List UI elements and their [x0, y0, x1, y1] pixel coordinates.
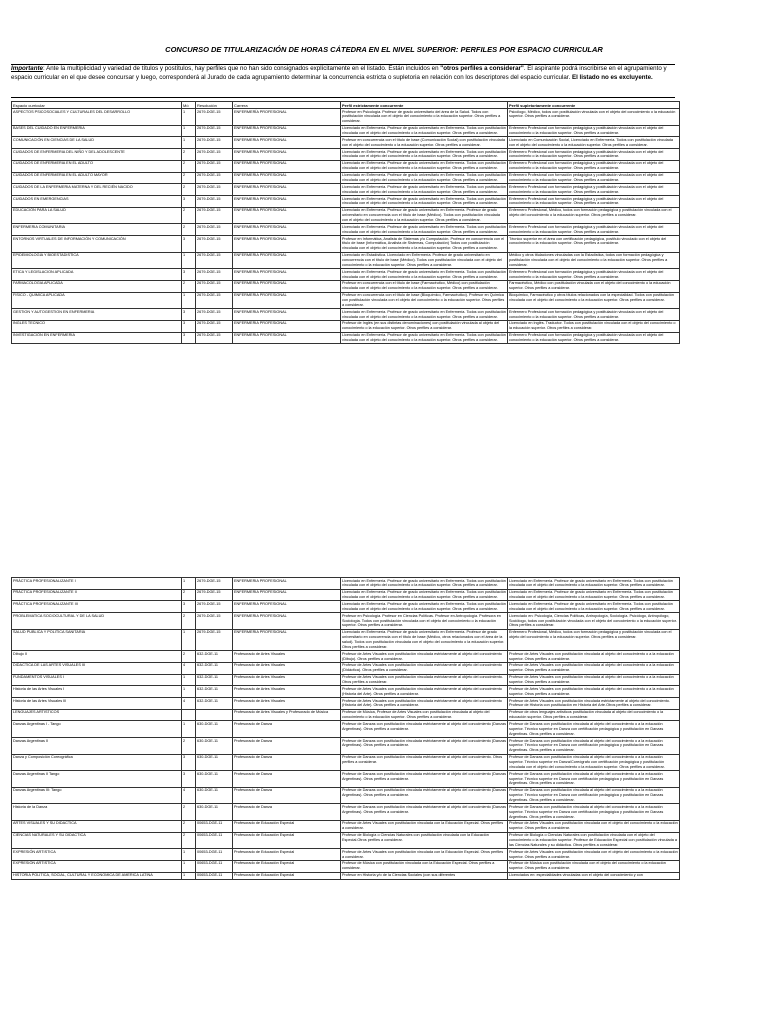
intro-label: Importante [11, 65, 43, 72]
cell-perfil-supletorio: Profesor de Danzas con postitulación vinculada al objeto del conocimiento o a la educación superior. Técnico superior en Danza con certificación pedagógica y postitulación en Danzas Argentinas. Otros perfiles a considerar. [508, 771, 680, 788]
cell-perfil-estricto: Licenciado en Enfermería. Profesor de grado universitario en Enfermería. Todos con postitulación vinculada con el objeto del conocimiento o la educación superior. Otros perfiles a considerar. [342, 578, 506, 588]
cell-perfil-supletorio: Enfermero Profesional con formación pedagógica y postitulación vinculada con el objeto del conocimiento o la educación superior. Otros perfiles a considerar. [508, 332, 680, 344]
intro-text-a: : Ante la multiplicidad y variedad de títulos y postítulos, hay perfiles que no han sido consignados explícitamente en el listado. Están incluidos en [42, 65, 441, 72]
cell-resolucion: 632-DGE-11 [196, 662, 233, 674]
cell-perfil-supletorio: Licenciado en: Psicología, Ciencias Políticas, Antropología, Sociología. Psicólogo, Antropólogo, Sociólogo, todos con postitulación vinculada con el objeto del conocimiento o la educación superior. Otros perfiles a considerar. [508, 613, 680, 630]
cell-perfil-supletorio: Profesor de Artes Visuales con postitulación vinculada al objeto del conocimiento o a la educación superior. Otros perfiles a considerar. [508, 651, 680, 663]
cell-espacio: HISTORIA POLITICA, SOCIAL, CULTURAL Y ECONOMICA DE AMERICA LATINA [12, 872, 182, 879]
table-row [12, 698, 680, 710]
cell-modulo: 3 [182, 754, 196, 771]
cell-carrera: Profesorado de Artes Visuales [233, 686, 341, 698]
page-break [0, 566, 768, 567]
cell-perfil-estricto: Licenciado en Enfermería. Profesor de grado universitario en Enfermería. Todos con postitulación vinculada con el objeto del conocimiento o la educación superior. Otros perfiles a considerar. [342, 269, 506, 279]
header-resolucion: Resolución [196, 102, 233, 109]
cell-espacio: ENTORNOS VIRTUALES DE INFORMACIÓN Y COMUNICACIÓN [12, 236, 182, 253]
cell-modulo: 1 [182, 872, 196, 879]
cell-carrera: Profesorado de Artes Visuales [233, 662, 341, 674]
cell-modulo: 2 [182, 804, 196, 821]
cell-resolucion: 630-DGE-11 [196, 738, 233, 755]
cell-perfil-supletorio: Enfermero Profesional, Médico, todos con formación pedagógica y postitulación vinculada con el objeto del conocimiento o la educación superior. Otros perfiles a considerar. [508, 629, 680, 650]
cell-perfil-estricto: Profesor de Artes Visuales con postitulación vinculada estrictamente al objeto del conocimiento (Dibujo). Otros perfiles a considerar. [341, 651, 508, 663]
table-row [12, 332, 680, 344]
cell-perfil-supletorio: Enfermero Profesional con formación pedagógica y postitulación vinculada con el objeto del conocimiento o la educación superior. Otros perfiles a considerar. [508, 196, 680, 208]
table-row [12, 629, 680, 650]
table-row [12, 196, 680, 208]
cell-modulo: 2 [182, 172, 196, 184]
cell-perfil-supletorio: Técnico superior en el área con certificación pedagógica, postítulo vinculado con el objeto del conocimiento o la educación superior. Otros perfiles a considerar. [508, 236, 680, 253]
cell-modulo: 1 [182, 109, 196, 126]
cell-modulo: 1 [182, 137, 196, 149]
table-row [12, 224, 680, 236]
cell-perfil-estricto: Profesor de Artes Visuales con postitulación vinculada estrictamente al objeto del conocimiento (Historia del Arte). Otros perfiles a considerar. [341, 698, 508, 710]
cell-resolucion: 2679-DGE-15 [196, 125, 233, 137]
cell-modulo: 2 [182, 613, 196, 630]
cell-modulo: 1 [182, 292, 196, 309]
cell-perfil-estricto: Profesor en concurrencia con el título de base (Comunicación Social) con postitulación vinculada con el objeto del conocimiento o la educación superior. Otros perfiles a considerar. [341, 137, 508, 149]
cell-carrera: ENFERMERIA PROFESIONAL [233, 320, 341, 332]
cell-resolucion: 00653-DGE-11 [196, 860, 233, 872]
cell-perfil-estricto: Profesor de Artes Visuales con postitulación vinculada estrictamente al objeto del conocimiento. Otros perfiles a considerar. [341, 674, 508, 686]
cell-perfil-supletorio: Profesor de Danzas con postitulación vinculada al objeto del conocimiento o a la educación superior. Técnico superior en Danza con certificación pedagógica y postitulación en Danzas Argentinas. Otros perfiles a considerar. [508, 738, 680, 755]
cell-modulo: 2 [182, 207, 196, 224]
cell-espacio: CUIDADOS EN EMERGENCIAS [12, 196, 182, 208]
cell-espacio: PRÁCTICA PROFESIONALIZANTE I [12, 578, 182, 590]
cell-perfil-estricto: Licenciado en Enfermería. Profesor de grado universitario en Enfermería. Todos con postitulación vinculada con el objeto del conocimiento o la educación superior. Otros perfiles a considerar. [342, 161, 506, 171]
cell-perfil-estricto: Profesor de Inglés (en sus distintas denominaciones) con postitulación vinculada al objeto del conocimiento o la educación superior. Otros perfiles a considerar. [341, 320, 508, 332]
cell-resolucion: 630-DGE-11 [196, 721, 233, 738]
cell-espacio: PRÁCTICA PROFESIONALIZANTE III [12, 601, 182, 613]
cell-espacio: Danzas Argentinas II Tango [12, 771, 182, 788]
cell-modulo: 2 [182, 589, 196, 601]
cell-espacio: Danzas Argentinas I - Tango [12, 721, 182, 738]
cell-modulo: 4 [182, 662, 196, 674]
cell-carrera: Profesorado de Educación Especial [233, 849, 341, 861]
cell-modulo: 2 [182, 149, 196, 161]
cell-modulo: 3 [182, 332, 196, 344]
cell-perfil-supletorio: Profesor de Danzas con postitulación vinculada al objeto del conocimiento o a la educación superior. Técnico superior en Danza con certificación pedagógica y postitulación en Danzas Argentinas. Otros perfiles a considerar. [508, 721, 680, 738]
cell-perfil-estricto: Licenciado en Enfermería. Profesor de grado universitario en Enfermería. Todos con postitulación vinculada con el objeto del conocimiento o la educación superior. Otros perfiles a considerar. [342, 601, 506, 611]
table-row [12, 651, 680, 663]
cell-espacio: EDUCACIÓN PARA LA SALUD [12, 207, 182, 224]
cell-perfil-estricto: Profesor de Artes Visuales con postitulación vinculada estrictamente al objeto del conocimiento (Didáctica). Otros perfiles a considerar. [341, 662, 508, 674]
cell-modulo: 3 [182, 320, 196, 332]
cell-resolucion: 632-DGE-11 [196, 698, 233, 710]
table-row [12, 309, 680, 321]
cell-perfil-supletorio: Enfermero Profesional con formación pedagógica y postitulación vinculada con el objeto del conocimiento o la educación superior. Otros perfiles a considerar. [508, 125, 680, 137]
cell-modulo: 1 [182, 578, 196, 590]
table-row [12, 125, 680, 137]
cell-carrera: Profesorado de Danza [233, 804, 341, 821]
cell-modulo: 2 [182, 832, 196, 849]
table-row [12, 860, 680, 872]
cell-resolucion: 00653-DGE-11 [196, 820, 233, 832]
cell-modulo: 1 [182, 252, 196, 269]
cell-espacio: BASES DEL CUIDADO EN ENFERMERIA [12, 125, 182, 137]
cell-perfil-supletorio: Profesor de Artes Visuales con postitulación vinculada al objeto del conocimiento o a la educación superior. Otros perfiles a considerar. [508, 686, 680, 698]
cell-resolucion: 632-DGE-11 [196, 686, 233, 698]
table-row [12, 820, 680, 832]
cell-perfil-supletorio: Licenciado en Enfermería. Profesor de grado universitario en Enfermería. Todos con postitulación vinculada con el objeto del conocimiento o la educación superior. Otros perfiles a considerar. [508, 578, 680, 590]
cell-perfil-supletorio: Enfermero Profesional con formación pedagógica y postitulación vinculada con el objeto del conocimiento o la educación superior. Otros perfiles a considerar. [508, 184, 680, 196]
cell-espacio: CUIDADOS DE LA ENFERMERIA MATERNA Y DEL RECIÉN NACIDO [12, 184, 182, 196]
cell-perfil-estricto: Profesor de Artes Visuales con postitulación vinculada estrictamente al objeto del conocimiento (Historia del Arte). Otros perfiles a considerar. [341, 686, 508, 698]
cell-resolucion: 2679-DGE-15 [196, 578, 233, 590]
cell-perfil-supletorio: Licenciados en: especialidades vinculadas con el objeto del conocimiento y con [508, 872, 680, 879]
cell-resolucion: 2679-DGE-15 [196, 252, 233, 269]
cell-espacio: Danzas Argentinas II [12, 738, 182, 755]
cell-modulo: 1 [182, 674, 196, 686]
table-header-row [12, 102, 680, 109]
cell-perfil-estricto: Profesor de Música con postitulación vinculada con la Educación Especial. Otros perfiles a considerar. [341, 860, 508, 872]
cell-espacio: INGLES TECNICO [12, 320, 182, 332]
cell-carrera: ENFERMERIA PROFESIONAL [233, 629, 341, 650]
cell-espacio: Historia de las Artes Visuales III [12, 698, 182, 710]
cell-carrera: Profesorado de Artes Visuales y Profesorado de Música [233, 709, 341, 721]
cell-carrera: ENFERMERIA PROFESIONAL [233, 149, 341, 161]
cell-modulo: 3 [182, 771, 196, 788]
table-row [12, 578, 680, 590]
table-row [12, 184, 680, 196]
cell-espacio: DIDACTICA DE LAS ARTES VISUALES III [12, 662, 182, 674]
header-espacio: Espacio curricular [12, 102, 182, 109]
cell-espacio: Danza y Composición Coreográfica [12, 754, 182, 771]
cell-resolucion: 2679-DGE-15 [196, 172, 233, 184]
table-row [12, 589, 680, 601]
table-row [12, 771, 680, 788]
cell-perfil-supletorio: Enfermero Profesional con formación pedagógica y postitulación vinculada con el objeto del conocimiento o la educación superior. Otros perfiles a considerar. [508, 309, 680, 321]
cell-resolucion: 2679-DGE-15 [196, 196, 233, 208]
cell-perfil-estricto: Profesor en Historia y/o de la Ciencias Sociales (con sus diferentes [341, 872, 508, 879]
cell-espacio: ETICA Y LEGISLACION APLICADA [12, 269, 182, 281]
cell-perfil-estricto: Licenciado en Enfermería. Profesor de grado universitario en Enfermería. Profesor de grado universitario en concurrencia con el título de base (Médico, otros relacionados con el área de la salud). Todos con postitulación vinculada con el objeto del conocimiento o la educación superior. Otros perfiles a considerar. [341, 629, 508, 650]
profiles-table-bottom [11, 577, 680, 880]
cell-modulo: 2 [182, 820, 196, 832]
table-row [12, 160, 680, 172]
cell-carrera: ENFERMERÍA PROFESIONAL [233, 109, 341, 126]
cell-resolucion: 2679-DGE-15 [196, 269, 233, 281]
cell-perfil-estricto: Profesor de Danzas con postitulación vinculada estrictamente al objeto del conocimiento (Danzas Argentinas). Otros perfiles a considerar. [341, 787, 508, 804]
cell-carrera: Profesorado de Educación Especial [233, 820, 341, 832]
cell-carrera: ENFERMERIA PROFESIONAL [233, 292, 341, 309]
cell-espacio: EXPRESIÓN ARTISTICA [12, 860, 182, 872]
cell-espacio: INVESTIGACIÓN EN ENFERMERIA [12, 332, 182, 344]
cell-carrera: Profesorado de Educación Especial [233, 872, 341, 879]
cell-perfil-supletorio: Licenciado en Inglés. Traductor. Todos con postitulación vinculada con el objeto del conocimiento o la educación superior. Otros perfiles a considerar. [508, 320, 680, 332]
cell-perfil-estricto: Profesor de Danzas con postitulación vinculada estrictamente al objeto del conocimiento (Danzas Argentinas). Otros perfiles a considerar. [341, 738, 508, 755]
table-row [12, 280, 680, 292]
cell-modulo: 2 [182, 280, 196, 292]
cell-espacio: EXPRESIÓN ARTISTICA [12, 849, 182, 861]
table-row [12, 686, 680, 698]
cell-carrera: ENFERMERIA PROFESIONAL [233, 578, 341, 590]
table-row [12, 236, 680, 253]
table-row [12, 109, 680, 126]
cell-modulo: 4 [182, 698, 196, 710]
cell-espacio: CUIDADOS DE ENFERMERIA DEL NIÑO Y DEL ADOLESCENTE [12, 149, 182, 161]
profiles-table-top [11, 101, 680, 344]
cell-carrera: ENFERMERIA PROFESIONAL [233, 280, 341, 292]
cell-perfil-supletorio: Profesor de Danzas con postitulación vinculada al objeto del conocimiento o a la educación superior. Técnico superior en Danza/Coreógrafo con certificación pedagógica y postitulación vinculada con el objeto del conocimiento o la educación superior. Otros perfiles a considerar. [508, 754, 680, 771]
header-perfil-estricto: Perfil estrictamente concurrente [341, 102, 508, 109]
cell-carrera: Profesorado de Danza [233, 721, 341, 738]
cell-espacio: PROBLEMATICA SOCIOCULTURAL Y DE LA SALUD [12, 613, 182, 630]
cell-espacio: Historia de la Danza [12, 804, 182, 821]
cell-perfil-estricto: Licenciado en Enfermería. Profesor de grado universitario en Enfermería. Todos con postitulación vinculada con el objeto del conocimiento o la educación superior. Otros perfiles a considerar. [342, 173, 506, 182]
cell-modulo: 3 [182, 601, 196, 613]
cell-perfil-estricto: Profesor en concurrencia con el título de base (Farmacéutico, Médico) con postitulación vinculada con el objeto del conocimiento o la educación superior. Otros perfiles a considerar. [341, 280, 508, 292]
cell-carrera: ENFERMERIA PROFESIONAL [233, 236, 341, 253]
cell-carrera: Profesorado de Danza [233, 754, 341, 771]
cell-perfil-supletorio: Médico y otros titulaciones vinculadas con la Estadística, todos con formación pedagógica y postitulación vinculada con el objeto del conocimiento o la educación superior. Otros perfiles a considerar. [508, 252, 680, 269]
table-row [12, 207, 680, 224]
cell-resolucion: 2679-DGE-15 [196, 109, 233, 126]
cell-perfil-estricto: Profesor de Danzas con postitulación vinculada estrictamente al objeto del conocimiento (Danzas Argentinas). Otros perfiles a considerar. [341, 721, 508, 738]
cell-carrera: Profesorado de Educación Especial [233, 832, 341, 849]
table-row [12, 601, 680, 613]
cell-perfil-estricto: Profesor de Biología o Ciencias Naturales con postitulación vinculada con la Educación Especial.Otros perfiles a considerar. [341, 832, 508, 849]
cell-carrera: Profesorado de Danza [233, 771, 341, 788]
intro-quote: "otros perfiles a considerar" [440, 65, 524, 72]
cell-resolucion: 00653-DGE-11 [196, 849, 233, 861]
cell-resolucion: 2679-DGE-15 [196, 601, 233, 613]
cell-perfil-supletorio: Profesor de Música con postitulación vinculada con el objeto del conocimiento o la educación superior. Otros perfiles a considerar. [508, 860, 680, 872]
header-carrera: Carrera [233, 102, 341, 109]
cell-perfil-supletorio: Profesor de Artes Visuales con postitulación vinculada con el objeto del conocimiento o la educación superior. Otros perfiles a considerar. [509, 821, 678, 831]
cell-perfil-supletorio: Enfermero Profesional con formación pedagógica y postitulación vinculada con el objeto del conocimiento o la educación superior. Otros perfiles a considerar. [508, 224, 680, 236]
cell-perfil-supletorio: Licenciado en Enfermería. Profesor de grado universitario en Enfermería. Todos con postitulación vinculada con el objeto del conocimiento o la educación superior. Otros perfiles a considerar. [508, 589, 680, 601]
cell-resolucion: 2679-DGE-15 [196, 589, 233, 601]
cell-carrera: Profesorado de Danza [233, 738, 341, 755]
cell-perfil-supletorio: Profesor de Artes Visuales con postitulación vinculada al objeto del conocimiento o a la educación superior. Otros perfiles a considerar. [508, 674, 680, 686]
table-row [12, 252, 680, 269]
cell-modulo: 1 [182, 686, 196, 698]
table-row [12, 832, 680, 849]
cell-perfil-estricto: Licenciado en Enfermería. Profesor de grado universitario en Enfermería. Todos con postitulación vinculada con el objeto del conocimiento o la educación superior. Otros perfiles a considerar. [342, 149, 506, 159]
cell-espacio: COMUNICACIÓN EN CIENCIAS DE LA SALUD [12, 137, 182, 149]
table-row [12, 804, 680, 821]
cell-espacio: ASPECTOS PSICOSOCIALES Y CULTURALES DEL DESARROLLO [12, 109, 182, 126]
cell-perfil-supletorio: Profesor de Danzas con postitulación vinculada al objeto del conocimiento o a la educación superior. Técnico superior en Danza con certificación pedagógica y postitulación en Danzas Argentinas. Otros perfiles a considerar. [508, 804, 680, 821]
table-row [12, 738, 680, 755]
cell-carrera: ENFERMERIA PROFESIONAL [233, 196, 341, 208]
cell-modulo: 1 [182, 860, 196, 872]
cell-carrera: ENFERMERIA PROFESIONAL [233, 309, 341, 321]
table-row [12, 613, 680, 630]
cell-resolucion: 00653-DGE-11 [196, 832, 233, 849]
cell-resolucion: 2679-DGE-15 [196, 309, 233, 321]
cell-espacio: CIENCIAS NATURALES Y SU DIDACTICA [12, 832, 182, 849]
cell-perfil-supletorio: Psicólogo, Médico, todos con postitulación vinculada con el objeto del conocimiento o la educación superior. Otros perfiles a considerar. [508, 109, 680, 126]
cell-perfil-supletorio: Profesor de Biología o Ciencias Naturales con postitulación vinculada con el objeto del conocimiento o la educación superior. Profesor de Educación Especial con postitulación vinculada a las Ciencias Naturales y su didáctica. Otros perfiles a considerar. [508, 832, 680, 849]
cell-espacio: EPIDEMIOLOGIA Y BIOESTADISTICA [12, 252, 182, 269]
cell-resolucion: 2679-DGE-15 [196, 184, 233, 196]
cell-modulo: 4 [182, 787, 196, 804]
cell-perfil-estricto: Profesor en Informática, Analista de Sistemas y/o Computación. Profesor en concurrencia con el título de base (Informática, Analista de Sistemas, Computación) Todos con postitulación vinculada con el objeto del conocimiento o la educación superior. Otros perfiles a considerar. [341, 236, 508, 253]
cell-resolucion: 00653-DGE-11 [196, 872, 233, 879]
cell-perfil-estricto: Profesor de Música, Profesor de Artes Visuales con postitulación vinculada al objeto del conocimiento o la educación superior. Otros perfiles a considerar. [341, 709, 508, 721]
cell-carrera: ENFERMERIA PROFESIONAL [233, 269, 341, 281]
table-row [12, 137, 680, 149]
cell-carrera: ENFERMERIA PROFESIONAL [233, 332, 341, 344]
document-title: CONCURSO DE TITULARIZACIÓN DE HORAS CÁTEDRA EN EL NIVEL SUPERIOR: PERFILES POR ESPACIO CURRICULAR [165, 45, 603, 54]
cell-resolucion [196, 709, 233, 721]
cell-resolucion: 2679-DGE-15 [196, 224, 233, 236]
cell-modulo: 2 [182, 651, 196, 663]
cell-resolucion: 2679-DGE-15 [196, 280, 233, 292]
cell-carrera: Profesorado de Educación Especial [233, 860, 341, 872]
cell-espacio: FISICO - QUIMICA APLICADA [12, 292, 182, 309]
cell-perfil-estricto: Profesor en concurrencia con el título de base (Bioquímico, Farmacéutico). Profesor en Química con postitulación vinculada con el objeto del conocimiento o la educación superior. Otros perfiles a considerar. [341, 292, 508, 309]
cell-carrera: ENFERMERIA PROFESIONAL [233, 252, 341, 269]
header-modulo: Mó [182, 102, 196, 109]
table-row [12, 292, 680, 309]
cell-resolucion: 2679-DGE-15 [196, 320, 233, 332]
cell-perfil-supletorio: Enfermero Profesional con formación pedagógica y postitulación vinculada con el objeto del conocimiento o la educación superior. Otros perfiles a considerar. [508, 149, 680, 161]
cell-espacio: Dibujo II [12, 651, 182, 663]
cell-carrera: ENFERMERIA PROFESIONAL [233, 601, 341, 613]
cell-perfil-estricto: Licenciado en Enfermería. Profesor de grado universitario en Enfermería. Todos con postitulación vinculada con el objeto del conocimiento o la educación superior. Otros perfiles a considerar. [342, 126, 506, 136]
cell-espacio: CUIDADOS DE ENFERMERIA EN EL ADULTO MAYOR [12, 172, 182, 184]
cell-carrera: ENFERMERIA PROFESIONAL [233, 613, 341, 630]
cell-resolucion: 630-DGE-11 [196, 787, 233, 804]
cell-perfil-estricto: Profesor de Danzas con postitulación vinculada estrictamente al objeto del conocimiento (Danzas Argentinas). Otros perfiles a considerar. [341, 771, 508, 788]
cell-perfil-supletorio: Enfermero Profesional con formación pedagógica y postitulación vinculada con el objeto del conocimiento o la educación superior. Otros perfiles a considerar. [508, 269, 680, 281]
cell-perfil-supletorio: Enfermero Profesional con formación pedagógica y postitulación vinculada con el objeto del conocimiento o la educación superior. Otros perfiles a considerar. [508, 172, 680, 184]
cell-resolucion: 2679-DGE-15 [196, 137, 233, 149]
cell-modulo: 1 [182, 629, 196, 650]
cell-modulo: 3 [182, 309, 196, 321]
cell-modulo: 1 [182, 125, 196, 137]
cell-espacio: Historia de las Artes Visuales I [12, 686, 182, 698]
cell-modulo: 1 [182, 721, 196, 738]
cell-modulo: 2 [182, 738, 196, 755]
cell-espacio: PRÁCTICA PROFESIONALIZANTE II [12, 589, 182, 601]
cell-espacio: FUNDAMENTOS VISUALES I [12, 674, 182, 686]
cell-resolucion: 630-DGE-11 [196, 771, 233, 788]
cell-modulo: 2 [182, 184, 196, 196]
cell-carrera: Profesorado de Danza [233, 787, 341, 804]
cell-perfil-estricto: Licenciado en Enfermería. Profesor de grado universitario en Enfermería. Todos con postitulación vinculada con el objeto del conocimiento o la educación superior. Otros perfiles a considerar. [342, 333, 506, 342]
cell-espacio: LENGUAJES ARTISTICOS [12, 709, 182, 721]
cell-perfil-estricto: Profesor en Psicología. Profesor en Ciencias Políticas. Profesor en Antropología. Profesora en Sociología. Todos con postitulación vinculada con el objeto del conocimiento o la educación superior. Otros perfiles a considerar. [341, 613, 508, 630]
intro-note [11, 64, 675, 98]
cell-perfil-supletorio: Profesor de otros lenguajes artísticos postitulación vinculada al objeto del conocimiento o la educación superior. Otros perfiles a considerar. [508, 709, 680, 721]
cell-perfil-supletorio: Licenciado en Enfermería. Profesor de grado universitario en Enfermería. Todos con postitulación vinculada con el objeto del conocimiento o la educación superior. Otros perfiles a considerar. [508, 601, 680, 613]
table-row [12, 721, 680, 738]
cell-espacio: SALUD PUBLICA Y POLITICA SANITARIA [12, 629, 182, 650]
cell-perfil-estricto: Licenciado en Estadística. Licenciado en Enfermería. Profesor de grado universitario en concurrencia con el título de base (Médico). Todos con postitulación vinculada con el objeto del conocimiento o la educación superior. Otros perfiles a considerar. [341, 252, 508, 269]
cell-perfil-supletorio: Enfermero Profesional con formación pedagógica y postitulación vinculada con el objeto del conocimiento o la educación superior. Otros perfiles a considerar. [508, 160, 680, 172]
cell-perfil-estricto: Profesor de Danzas con postitulación vinculada estrictamente al objeto del conocimiento (Danzas Argentinas). Otros perfiles a considerar. [341, 804, 508, 821]
cell-resolucion: 2679-DGE-15 [196, 207, 233, 224]
cell-resolucion: 2679-DGE-15 [196, 613, 233, 630]
cell-perfil-estricto: Profesor de Artes Visuales con postitulación vinculada con la Educación Especial. Otros perfiles a considerar. [341, 820, 508, 832]
intro-text-b: . El aspirante podrá inscribirse en el agrupamiento y espacio curricular en el que desee concursar y luego, corresponderá al Jurado de cada agrupamiento determinar la concurrencia estricta o supletoria en relación con los descriptores del espacio curricular. [11, 65, 667, 81]
cell-modulo: 2 [182, 160, 196, 172]
cell-modulo: 2 [182, 224, 196, 236]
cell-perfil-supletorio: Profesor de Artes Visuales con postitulación vinculada con el objeto del conocimiento o la educación superior. Otros perfiles a considerar. [509, 849, 678, 859]
cell-perfil-estricto: Profesor en Psicología. Profesor de grado universitario del área de la Salud. Todos con postitulación vinculada con el objeto del conocimiento o la educación superior. Otros perfiles a considerar. [341, 109, 508, 126]
cell-modulo: 1 [182, 849, 196, 861]
cell-carrera: ENFERMERIA PROFESIONAL [233, 589, 341, 601]
cell-modulo: 3 [182, 196, 196, 208]
cell-perfil-supletorio: Farmacéutico, Médico con postitulación vinculada con el objeto del conocimiento o la educación superior. Otros perfiles a considerar. [508, 280, 680, 292]
table-row [12, 709, 680, 721]
cell-espacio: ARTES VISUALES Y SU DIDACTICA [12, 820, 182, 832]
cell-resolucion: 2679-DGE-15 [196, 629, 233, 650]
cell-resolucion: 2679-DGE-15 [196, 160, 233, 172]
table-row [12, 754, 680, 771]
cell-perfil-estricto: Licenciado en Enfermería. Profesor de grado universitario en Enfermería. Todos con postitulación vinculada con el objeto del conocimiento o la educación superior. Otros perfiles a considerar. [342, 309, 506, 319]
cell-resolucion: 630-DGE-11 [196, 754, 233, 771]
cell-perfil-supletorio: Bioquímico, Farmacéutico y otros títulos relacionados con la especialidad. Todos con postitulación vinculada con el objeto del conocimiento o la educación superior. Otros perfiles a considerar. [508, 292, 680, 309]
cell-resolucion: 2679-DGE-15 [196, 236, 233, 253]
cell-perfil-supletorio: Profesor de Danzas con postitulación vinculada al objeto del conocimiento o a la educación superior. Técnico superior en Danza con certificación pedagógica y postitulación en Danzas Argentinas. Otros perfiles a considerar. [508, 787, 680, 804]
table-row [12, 320, 680, 332]
cell-modulo [182, 709, 196, 721]
table-row [12, 674, 680, 686]
table-row [12, 172, 680, 184]
table-row [12, 849, 680, 861]
cell-resolucion: 632-DGE-11 [196, 651, 233, 663]
cell-perfil-supletorio: Profesor de Artes Visuales con postitulación vinculada al objeto del conocimiento o a la educación superior. Otros perfiles a considerar. [508, 662, 680, 674]
cell-carrera: ENFERMERIA PROFESIONAL [233, 125, 341, 137]
cell-espacio: ENFERMERIA COMUNITARIA [12, 224, 182, 236]
cell-carrera: ENFERMERIA PROFESIONAL [233, 172, 341, 184]
cell-carrera: Profesorado de Artes Visuales [233, 651, 341, 663]
cell-resolucion: 2679-DGE-15 [196, 332, 233, 344]
cell-espacio: CUIDADOS DE ENFERMERIA EN EL ADULTO [12, 160, 182, 172]
cell-resolucion: 630-DGE-11 [196, 804, 233, 821]
cell-resolucion: 2679-DGE-15 [196, 149, 233, 161]
cell-perfil-estricto: Licenciado en Enfermería. Profesor de grado universitario en Enfermería. Todos con postitulación vinculada con el objeto del conocimiento o la educación superior. Otros perfiles a considerar. [342, 224, 506, 234]
table-row [12, 787, 680, 804]
table-row [12, 149, 680, 161]
cell-espacio: FARMACOLOGIA APLICADA [12, 280, 182, 292]
cell-modulo: 3 [182, 269, 196, 281]
cell-perfil-estricto: Profesor de Artes Visuales con postitulación vinculada con la Educación Especial. Otros perfiles a considerar. [341, 849, 508, 861]
cell-perfil-supletorio: Licenciado en Comunicación Social, Licenciado en Enfermería. Todos con postitulación vinculada con el objeto del conocimiento o la educación superior. Otros perfiles a considerar. [508, 137, 680, 149]
cell-perfil-supletorio: Enfermero Profesional, Médico, todos con formación pedagógica y postitulación vinculada con el objeto del conocimiento o la educación superior. Otros perfiles a considerar. [508, 207, 680, 224]
cell-resolucion: 2679-DGE-15 [196, 292, 233, 309]
cell-perfil-supletorio: Profesor de Artes Visuales con postitulación vinculada estrictamente al objeto del conocimiento. Profesor de Historia con postitulación en Historia del Arte.Otros perfiles a considerar. [508, 698, 680, 710]
cell-perfil-estricto: Licenciado en Enfermería. Profesor de grado universitario en Enfermería. Profesor de grado universitario en concurrencia con el título de base (Médico). Todos con postitulación vinculada con el objeto del conocimiento o la educación superior. Otros perfiles a considerar. [341, 207, 508, 224]
intro-bold-end: El listado no es excluyente. [571, 73, 653, 81]
header-perfil-supletorio: Perfil supletoriamente concurrente [508, 102, 680, 109]
cell-carrera: ENFERMERIA PROFESIONAL [233, 207, 341, 224]
cell-perfil-estricto: Licenciado en Enfermería. Profesor de grado universitario en Enfermería. Todos con postitulación vinculada con el objeto del conocimiento o la educación superior. Otros perfiles a considerar. [342, 196, 506, 206]
cell-perfil-estricto: Profesor de Danzas con postitulación vinculada estrictamente al objeto del conocimiento. Otros perfiles a considerar. [341, 754, 508, 771]
cell-espacio: GESTION Y AUTOGESTION EN ENFERMERIA [12, 309, 182, 321]
cell-resolucion: 632-DGE-11 [196, 674, 233, 686]
cell-carrera: Profesorado de Artes Visuales [233, 674, 341, 686]
cell-carrera: ENFERMERIA PROFESIONAL [233, 224, 341, 236]
cell-perfil-estricto: Licenciado en Enfermería. Profesor de grado universitario en Enfermería. Todos con postitulación vinculada con el objeto del conocimiento o la educación superior. Otros perfiles a considerar. [342, 590, 506, 600]
cell-espacio: Danzas Argentinas III: Tango [12, 787, 182, 804]
cell-perfil-estricto: Licenciado en Enfermería. Profesor de grado universitario en Enfermería. Todos con postitulación vinculada con el objeto del conocimiento o la educación superior. Otros perfiles a considerar. [342, 184, 506, 194]
table-row [12, 872, 680, 879]
cell-carrera: ENFERMERIA PROFESIONAL [233, 160, 341, 172]
table-row [12, 269, 680, 281]
table-row [12, 662, 680, 674]
cell-carrera: Profesorado de Artes Visuales [233, 698, 341, 710]
cell-modulo: 3 [182, 236, 196, 253]
cell-carrera: ENFERMERIA PROFESIONAL [233, 184, 341, 196]
cell-carrera: ENFERMERIA PROFESIONAL [233, 137, 341, 149]
